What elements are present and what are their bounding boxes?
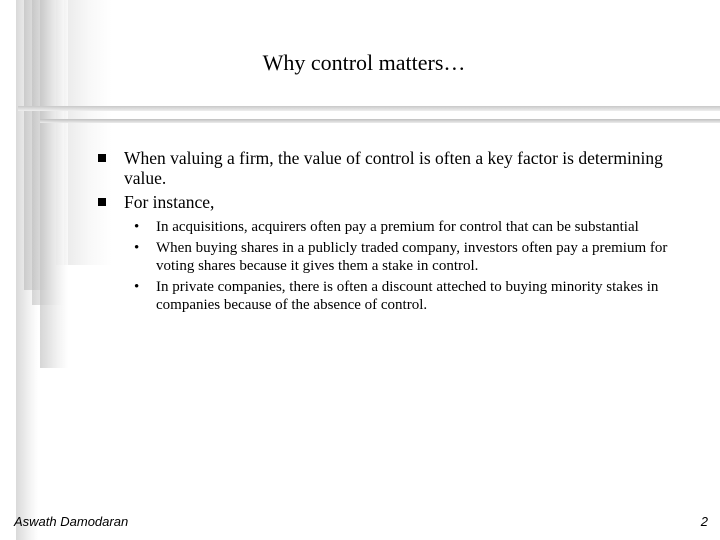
dot-bullet-icon: • <box>134 219 140 235</box>
bullet-text: When valuing a firm, the value of control is often a key factor is determining value. <box>124 148 663 188</box>
bullet-item <box>98 192 698 212</box>
bullet-item <box>98 148 698 188</box>
page-number: 2 <box>700 514 708 529</box>
bullet-text: For instance, <box>124 192 215 212</box>
sub-bullet-text: In acquisitions, acquirers often pay a premium for control that can be substantial <box>156 219 639 235</box>
title-divider <box>40 119 720 123</box>
square-bullet-icon <box>98 154 106 162</box>
sub-bullet-item <box>130 218 698 236</box>
sub-bullet-list <box>130 218 698 314</box>
slide-title: Why control matters… <box>262 50 466 75</box>
title-divider <box>18 106 720 111</box>
dot-bullet-icon: • <box>134 279 140 295</box>
square-bullet-icon <box>98 198 106 206</box>
sub-bullet-text: When buying shares in a publicly traded company, investors often pay a premium for voting shares because it gives them a stake in control. <box>156 240 668 274</box>
sub-bullet-item <box>130 239 698 275</box>
footer-author: Aswath Damodaran <box>14 514 129 529</box>
bullet-list <box>98 148 698 317</box>
dot-bullet-icon: • <box>134 240 140 256</box>
sub-bullet-text: In private companies, there is often a discount atteched to buying minority stakes in companies because of the absence of control. <box>156 279 659 313</box>
sub-bullet-item <box>130 278 698 314</box>
